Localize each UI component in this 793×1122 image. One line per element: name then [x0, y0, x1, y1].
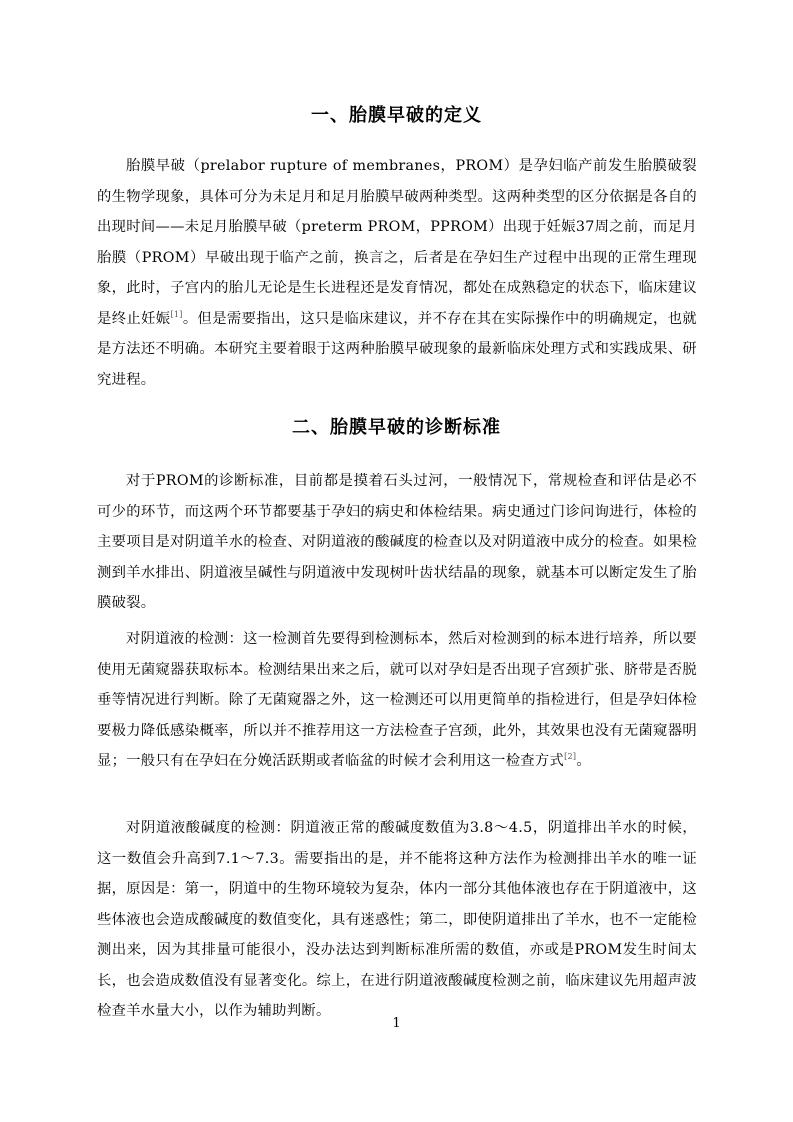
diagnosis-paragraph-2 [97, 624, 697, 777]
paragraph-text: 。但是需要指出，这只是临床建议，并不存在其在实际操作中的明确规定，也就是方法还不明确。本研究主要着眼于这两种胎膜早破现象的最新临床处理方式和实践成果、研究进程。 [97, 310, 698, 388]
citation-reference: [1] [170, 309, 183, 319]
citation-reference: [2] [564, 752, 577, 762]
diagnosis-paragraph-1: 对于PROM的诊断标准，目前都是摸着石头过河，一般情况下，常规检查和评估是必不可少的环节，而这两个环节都要基于孕妇的病史和体检结果。病史通过门诊问询进行，体检的主要项目是对阴道羊水的检查、对阴道液的酸碱度的检查以及对阴道液中成分的检查。如果检测到羊水排出、阴道液呈碱性与阴道液中发现树叶齿状结晶的现象，就基本可以断定发生了胎膜破裂。 [97, 473, 697, 611]
paragraph-text: 。 [576, 753, 591, 769]
section-heading-definition: 一、胎膜早破的定义 [311, 105, 482, 126]
page-number: 1 [392, 1016, 401, 1031]
section-heading-diagnosis: 二、胎膜早破的诊断标准 [292, 417, 501, 438]
paragraph-text: 胎膜早破（prelabor rupture of membranes，PROM）是孕妇临产前发生胎膜破裂的生物学现象，具体可分为未足月和足月胎膜早破两种类型。这两种类型的区分依据是各自的出现时间——未足月胎膜早破（preterm PROM，PPROM）出现于妊娠37周之前，而足月胎膜（PROM）早破出现于临产之前，换言之，后者是在孕妇生产过程中出现的正常生理现象，此时，子宫内的胎儿无论是生长进程还是发育情况，都处在成熟稳定的状态下，临床建议是终止妊娠 [97, 158, 697, 327]
paragraph-text: 对阴道液的检测：这一检测首先要得到检测标本，然后对检测到的标本进行培养，所以要使用无菌窥器获取标本。检测结果出来之后，就可以对孕妇是否出现子宫颈扩张、脐带是否脱垂等情况进行判断。除了无菌窥器之外，这一检测还可以用更简单的指检进行，但是孕妇体检要极力降低感染概率，所以并不推荐用这一方法检查子宫颈，此外，其效果也没有无菌窥器明显；一般只有在孕妇在分娩活跃期或者临盆的时候才会利用这一检查方式 [97, 631, 697, 769]
definition-paragraph [97, 151, 697, 395]
diagnosis-paragraph-3: 对阴道液酸碱度的检测：阴道液正常的酸碱度数值为3.8～4.5，阴道排出羊水的时候，这一数值会升高到7.1～7.3。需要指出的是，并不能将这种方法作为检测排出羊水的唯一证据，原因是：第一，阴道中的生物环境较为复杂，体内一部分其他体液也存在于阴道液中，这些体液也会造成酸碱度的数值变化，具有迷惑性；第二，即使阴道排出了羊水，也不一定能检测出来，因为其排量可能很小，没办法达到判断标准所需的数值，亦或是PROM发生时间太长，也会造成数值没有显著变化。综上，在进行阴道液酸碱度检测之前，临床建议先用超声波检查羊水量大小，以作为辅助判断。 [97, 820, 697, 1019]
